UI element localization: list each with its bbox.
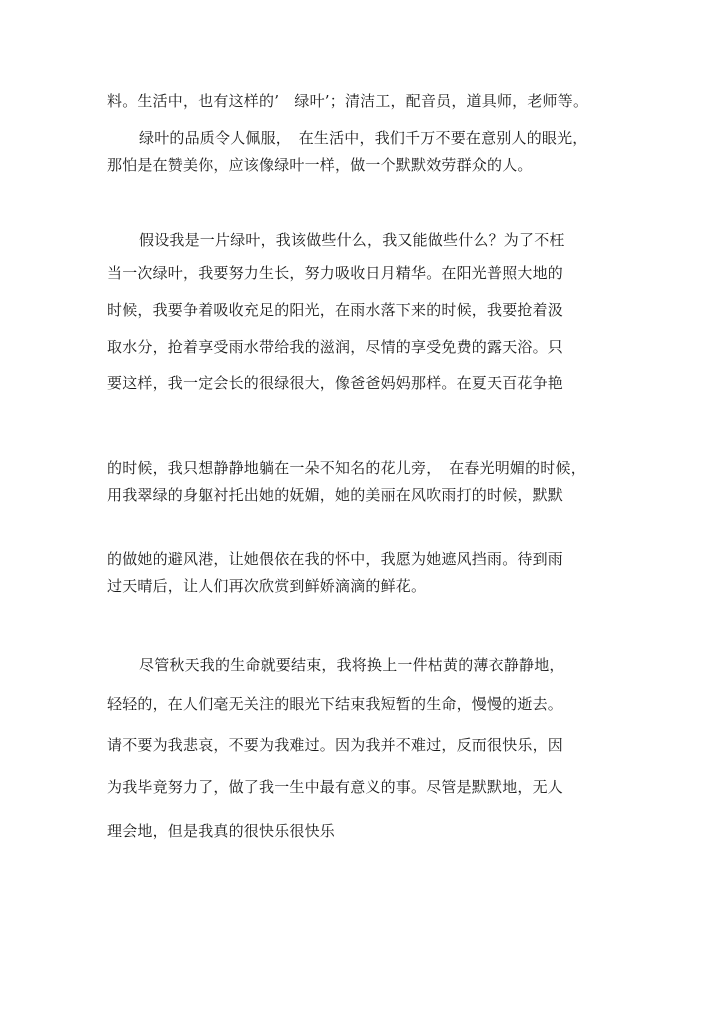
text-line: 当一次绿叶，我要努力生长，努力吸收日月精华。在阳光普照大地的 [107,264,564,282]
text-line: 用我翠绿的身躯衬托出她的妩媚，她的美丽在风吹雨打的时候，默默 [107,486,564,504]
text-line: 取水分，抢着享受雨水带给我的滋润，尽情的享受免费的露天浴。只 [107,338,564,356]
text-line: 为我毕竟努力了，做了我一生中最有意义的事。尽管是默默地，无人 [107,778,564,796]
text-line: 的做她的避风港，让她偎依在我的怀中，我愿为她遮风挡雨。待到雨 [107,550,564,568]
text-line: 的时候，我只想静静地躺在一朵不知名的花儿旁， 在春光明媚的时候， [107,459,586,477]
text-line: 绿叶的品质令人佩服， 在生活中，我们千万不要在意别人的眼光， [139,129,588,147]
text-line: 理会地，但是我真的很快乐很快乐 [107,822,336,840]
text-line: 轻轻的，在人们毫无关注的眼光下结束我短暂的生命，慢慢的逝去。 [107,695,564,713]
text-line: 时候，我要争着吸收充足的阳光，在雨水落下来的时候，我要抢着汲 [107,301,564,319]
text-line: 假设我是一片绿叶，我该做些什么，我又能做些什么？为了不枉 [139,231,565,249]
text-line: 尽管秋天我的生命就要结束，我将换上一件枯黄的薄衣静静地， [139,656,565,674]
text-line: 料。生活中，也有这样的’ 绿叶’；清洁工，配音员，道具师，老师等。 [107,92,589,110]
text-line: 过天晴后，让人们再次欣赏到鲜娇滴滴的鲜花。 [107,577,427,595]
text-line: 请不要为我悲哀，不要为我难过。因为我并不难过，反而很快乐，因 [107,736,564,754]
text-line: 要这样，我一定会长的很绿很大，像爸爸妈妈那样。在夏天百花争艳 [107,374,564,392]
text-line: 那怕是在赞美你，应该像绿叶一样，做一个默默效劳群众的人。 [107,156,533,174]
